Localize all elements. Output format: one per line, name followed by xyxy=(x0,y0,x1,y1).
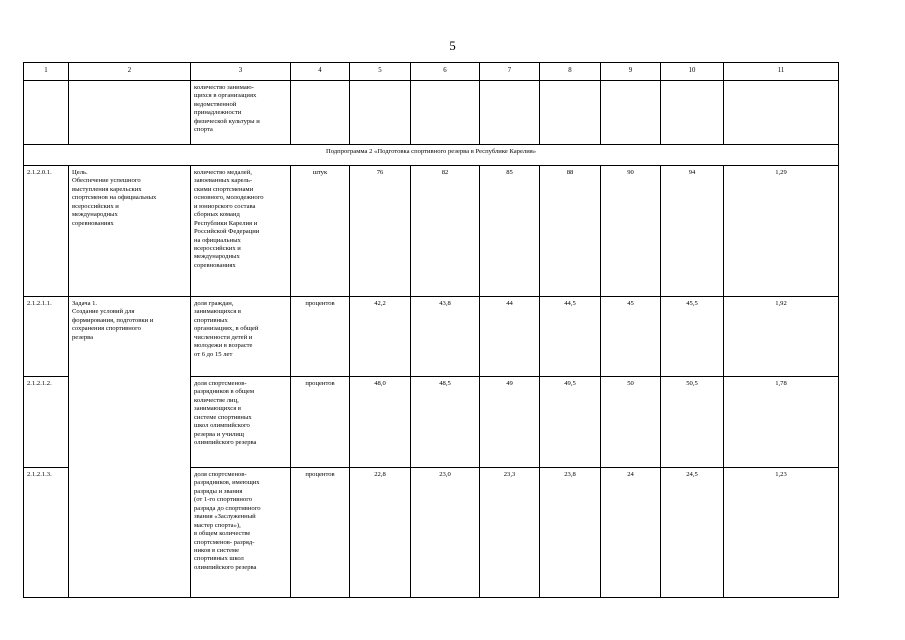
code-cell: 2.1.2.1.2. xyxy=(24,377,69,468)
unit-cell: процентов xyxy=(291,377,350,468)
value-cell: 1,78 xyxy=(724,377,839,468)
value-cell: 49,5 xyxy=(540,377,601,468)
value-cell: 24 xyxy=(601,468,661,598)
value-cell: 94 xyxy=(661,166,724,297)
indicator-cell: количество медалей, завоеванных карель- скими спортсменами основного, молодежного и юниорского состава сборных команд Республики Карелия и Российской Федерации на официальных всероссийских и международных соревнованиях xyxy=(191,166,291,297)
indicator-cell: доля спортсменов- разрядников в общем количестве лиц, занимающихся в системе спортивных школ олимпийского резерва и училищ олимпийского резерва xyxy=(191,377,291,468)
code-cell: 2.1.2.0.1. xyxy=(24,166,69,297)
code-cell: 2.1.2.1.3. xyxy=(24,468,69,598)
column-header: 3 xyxy=(191,63,291,81)
page-number: 5 xyxy=(449,38,456,53)
goal-cell xyxy=(69,81,191,145)
value-cell: 50,5 xyxy=(661,377,724,468)
value-cell: 23,8 xyxy=(540,468,601,598)
column-header: 4 xyxy=(291,63,350,81)
value-cell: 42,2 xyxy=(350,297,411,377)
unit-cell: процентов xyxy=(291,468,350,598)
value-cell: 90 xyxy=(601,166,661,297)
unit-cell: процентов xyxy=(291,297,350,377)
value-cell: 1,92 xyxy=(724,297,839,377)
goal-cell: Задача 1. Создание условий для формирования, подготовки и сохранения спортивного резерва xyxy=(69,297,191,598)
indicator-cell: доля спортсменов- разрядников, имеющих разряды и звания (от 1-го спортивного разряда до спортивного звания «Заслуженный мастер спорта»), в общем количестве спортсменов- разряд- ников в системе спортивных школ олимпийского резерва xyxy=(191,468,291,598)
code-cell: 2.1.2.1.1. xyxy=(24,297,69,377)
value-cell: 85 xyxy=(480,166,540,297)
indicator-cell: доля граждан, занимающихся в спортивных организациях, в общей численности детей и молодежи в возрасте от 6 до 15 лет xyxy=(191,297,291,377)
table-row xyxy=(24,166,839,297)
column-numbers-row xyxy=(24,63,839,81)
value-cell: 49 xyxy=(480,377,540,468)
column-header: 1 xyxy=(24,63,69,81)
value-cell: 23,0 xyxy=(411,468,480,598)
column-header: 9 xyxy=(601,63,661,81)
table-row xyxy=(24,81,839,145)
subprogram-row xyxy=(24,145,839,166)
value-cell: 22,8 xyxy=(350,468,411,598)
value-cell: 44 xyxy=(480,297,540,377)
indicator-cell: количество занимаю- щихся в организациях ведомственной принадлежности физической культуры и спорта xyxy=(191,81,291,145)
value-cell: 45,5 xyxy=(661,297,724,377)
value-cell: 43,8 xyxy=(411,297,480,377)
value-cell: 48,0 xyxy=(350,377,411,468)
column-header: 7 xyxy=(480,63,540,81)
column-header: 5 xyxy=(350,63,411,81)
value-cell: 45 xyxy=(601,297,661,377)
goal-cell: Цель. Обеспечение успешного выступления карельских спортсменов на официальных всероссийских и международных соревнованиях xyxy=(69,166,191,297)
value-cell: 76 xyxy=(350,166,411,297)
value-cell: 1,29 xyxy=(724,166,839,297)
code-cell xyxy=(24,81,69,145)
value-cell: 24,5 xyxy=(661,468,724,598)
column-header: 6 xyxy=(411,63,480,81)
column-header: 11 xyxy=(724,63,839,81)
unit-cell: штук xyxy=(291,166,350,297)
value-cell: 82 xyxy=(411,166,480,297)
value-cell: 1,23 xyxy=(724,468,839,598)
indicators-table xyxy=(23,62,839,598)
value-cell: 23,3 xyxy=(480,468,540,598)
value-cell: 88 xyxy=(540,166,601,297)
value-cell: 48,5 xyxy=(411,377,480,468)
column-header: 10 xyxy=(661,63,724,81)
column-header: 8 xyxy=(540,63,601,81)
column-header: 2 xyxy=(69,63,191,81)
value-cell: 44,5 xyxy=(540,297,601,377)
table-row xyxy=(24,297,839,377)
value-cell: 50 xyxy=(601,377,661,468)
subprogram-title: Подпрограмма 2 «Подготовка спортивного резерва в Республике Карелия» xyxy=(24,145,839,166)
